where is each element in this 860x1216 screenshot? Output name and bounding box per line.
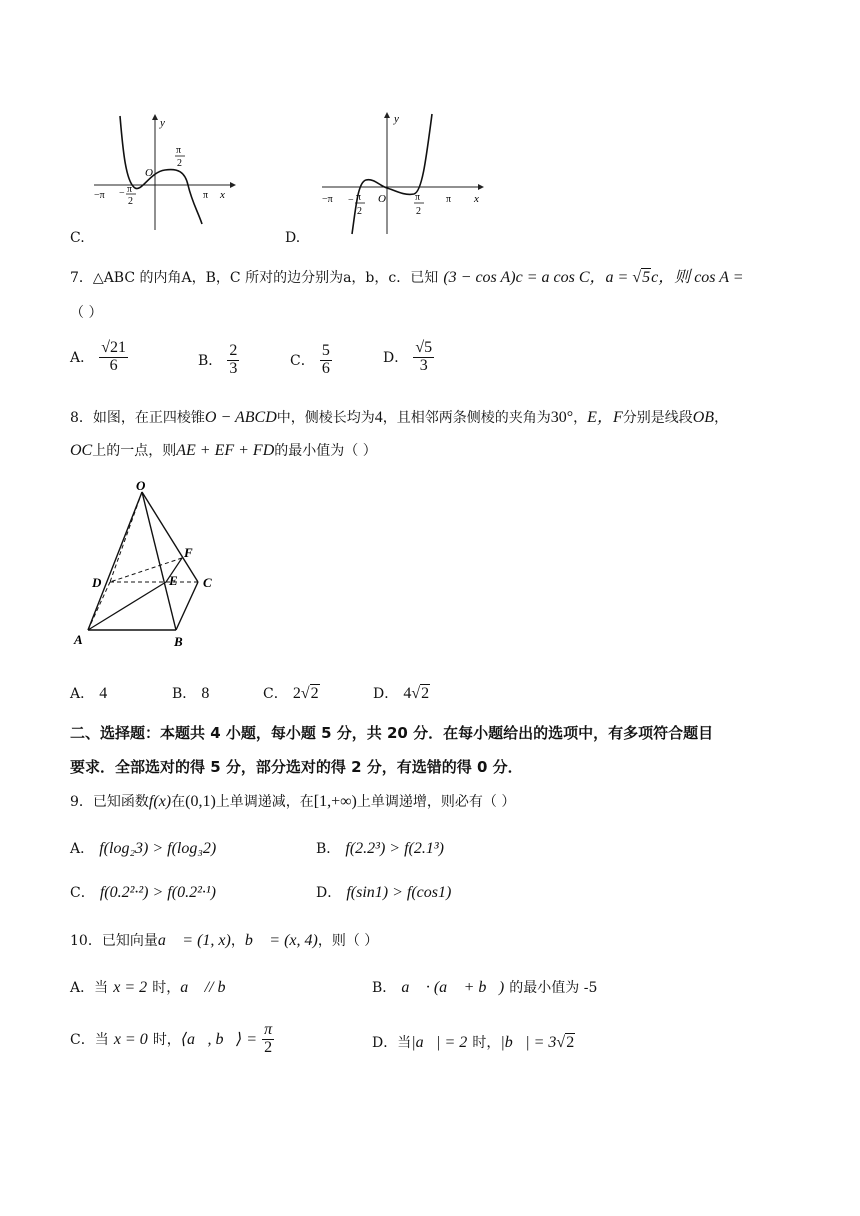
q7-option-b	[198, 343, 239, 378]
q9-stem	[70, 791, 515, 811]
vertex-a-label: A	[74, 632, 83, 647]
q10-option-a-expr: a⃗ // b⃗	[180, 979, 238, 996]
q8-line1-g: ，	[573, 410, 588, 426]
q9-stem-d: 上单调递增，则必有（ ）	[356, 794, 516, 810]
tick-half-pi-num: π	[176, 145, 182, 156]
q9-option-d	[316, 882, 451, 902]
q10-option-d-cond: |a⃗| = 2	[411, 1034, 468, 1051]
q8-option-c-radicand: 2	[310, 685, 319, 702]
tick-pi: π	[203, 190, 209, 201]
q10-stem-b: ，	[230, 933, 245, 949]
tick-pi: π	[446, 194, 452, 205]
q9-interval-1: (0,1)	[185, 793, 216, 810]
section2-heading-line2: 要求．全部选对的得 5 分，部分选对的得 2 分，有选错的得 0 分．	[70, 758, 523, 776]
q7-condition-1: (3 − cos A)c = a cos C	[443, 269, 590, 286]
q10-stem	[70, 930, 378, 950]
vertex-c-label: C	[203, 575, 212, 590]
q9-option-d-expr: f(sin1) > f(cos1)	[346, 884, 452, 901]
q8-line1-a: 如图，在正四棱锥	[92, 410, 205, 426]
q7-option-c-den: 6	[321, 359, 330, 377]
q10-option-c	[70, 1022, 274, 1057]
q8-option-a-label: A．	[70, 686, 95, 702]
vertex-b-label: B	[174, 634, 183, 648]
q7-option-a-den: 6	[109, 356, 118, 374]
q7-condition-2a: ，a =	[589, 269, 633, 286]
q6-graph-d	[318, 110, 488, 236]
q8-stem-line2	[70, 440, 377, 460]
q8-sum-expression: AE + EF + FD	[176, 442, 275, 459]
q7-option-c	[290, 343, 332, 378]
q10-option-a-text2: 时，	[152, 980, 181, 996]
q10-vector-a: a⃗ = (1, x)	[157, 932, 231, 949]
q7-option-d	[383, 340, 434, 375]
q9-option-c	[70, 882, 216, 902]
q9-option-b-label: B．	[316, 841, 341, 857]
q7-option-a-num: √21	[101, 339, 126, 356]
q6-graph-c	[90, 112, 240, 232]
q8-pyramid-name: O − ABCD	[204, 409, 277, 426]
q7-condition-2-radicand: 5	[642, 269, 651, 286]
q8-segment-oc: OC	[70, 442, 93, 459]
q10-option-d-radicand: 2	[566, 1034, 575, 1051]
tick-half-pi-den: 2	[177, 158, 182, 169]
axis-y-label: y	[160, 117, 165, 129]
q7-option-b-label: B．	[198, 352, 223, 369]
q8-points-ef: E，F	[587, 409, 623, 426]
q8-line1-e: ，且相邻两条侧棱的夹角为	[382, 410, 551, 426]
tick-neg-sign: −	[119, 188, 125, 199]
q7-option-d-num: √5	[415, 339, 433, 356]
q8-option-b	[172, 683, 209, 703]
q10-option-c-expr: ⟨a⃗, b⃗⟩ =	[180, 1030, 257, 1048]
q9-option-a	[70, 838, 216, 858]
q9-option-a-label: A．	[70, 841, 95, 857]
section2-heading-line1: 二、选择题：本题共 4 小题，每小题 5 分，共 20 分．在每小题给出的选项中，有多项符合题目	[70, 724, 714, 742]
q8-option-d-label: D．	[373, 686, 399, 702]
q9-interval-2: [1,+∞)	[313, 793, 357, 810]
tick-neg-half-pi-den: 2	[128, 196, 133, 207]
origin-label: O	[145, 167, 153, 179]
q8-option-b-label: B．	[172, 686, 197, 702]
q7-stem: 7．△ABC 的内角A，B，C 所对的边分别为a，b，c．已知 (3 − cos A)c = a cos C，a = √5c，则 cos A =	[70, 269, 744, 286]
q9-option-d-label: D．	[316, 885, 342, 901]
q8-angle: 30°	[550, 409, 574, 426]
q8-option-d-radicand: 2	[421, 685, 430, 702]
origin-label: O	[378, 193, 386, 205]
q10-option-d: D．当|a⃗| = 2 时，|b⃗| = 3√2	[372, 1034, 575, 1051]
q8-line2-b: 上的一点，则	[92, 443, 177, 459]
q9-option-a-expr: f(log₂3) > f(log₃2)	[99, 840, 217, 857]
q8-option-a-value: 4	[99, 685, 108, 702]
q8-line1-k: ，	[714, 410, 729, 426]
q10-stem-c: ，则（ ）	[317, 933, 379, 949]
q7-option-c-label: C．	[290, 352, 315, 369]
q10-option-c-num: π	[264, 1021, 273, 1038]
q10-option-a-label: A．	[70, 980, 95, 996]
q10-option-c-text: 当	[94, 1031, 109, 1048]
point-f-label: F	[184, 545, 193, 560]
q10-option-c-text2: 时，	[152, 1031, 181, 1048]
vertex-o-label: O	[136, 478, 146, 493]
q10-option-a	[70, 977, 238, 997]
q7-stem-a: △ABC 的内角	[92, 270, 182, 286]
q10-vector-b: b⃗ = (x, 4)	[244, 932, 318, 949]
q8-line2-d: 的最小值为（ ）	[274, 443, 377, 459]
q10-number: 10．	[70, 933, 102, 949]
q10-option-a-text: 当	[94, 980, 109, 996]
q10-option-c-cond: x = 0	[113, 1030, 148, 1048]
tick-neg-half-pi-num: π	[356, 192, 362, 203]
q10-option-d-text2: 时，	[472, 1035, 501, 1051]
q9-function: f(x)	[148, 793, 172, 810]
q10-option-d-expr: |b⃗| = 3	[500, 1034, 557, 1051]
q10-option-a-cond: x = 2	[113, 979, 148, 996]
q9-number: 9．	[70, 794, 93, 810]
axis-x-label: x	[474, 193, 479, 205]
q8-option-c-coef: 2	[292, 685, 301, 702]
q10-option-c-den: 2	[264, 1038, 273, 1056]
q8-option-d-coef: 4	[403, 685, 412, 702]
q8-number: 8．	[70, 410, 93, 426]
q8-line1-c: 中，侧棱长均为	[276, 410, 375, 426]
q10-option-b-label: B．	[372, 980, 397, 996]
q9-stem-b: 在	[171, 794, 186, 810]
q7-stem-c: a，b，c．已知	[343, 270, 439, 286]
q8-line1-i: 分别是线段	[622, 410, 693, 426]
axis-x-label: x	[220, 189, 225, 201]
q9-stem-c: 上单调递减，在	[215, 794, 314, 810]
q7-option-b-den: 3	[229, 359, 238, 377]
q7-option-a	[70, 340, 128, 375]
q8-pyramid-figure	[70, 478, 230, 648]
q10-option-b-text: 的最小值为 -5	[509, 980, 598, 996]
q9-option-b	[316, 838, 444, 858]
q8-stem-line1	[70, 404, 728, 427]
tick-neg-pi: −π	[322, 194, 333, 205]
q7-option-b-num: 2	[229, 342, 238, 359]
q8-option-d: D． 4√2	[373, 685, 430, 702]
point-e-label: E	[169, 573, 178, 588]
q7-option-a-label: A．	[70, 349, 95, 366]
q9-option-b-expr: f(2.2³) > f(2.1³)	[345, 840, 444, 857]
vertex-d-label: D	[92, 575, 102, 590]
q7-number: 7．	[70, 270, 93, 286]
q10-option-d-label: D．	[372, 1035, 398, 1051]
q8-option-c-label: C．	[263, 686, 288, 702]
q7-option-d-den: 3	[419, 356, 428, 374]
q7-option-d-label: D．	[383, 349, 409, 366]
q9-stem-a: 已知函数	[92, 794, 149, 810]
q7-option-c-num: 5	[321, 342, 330, 359]
q6-option-d: D.	[285, 230, 301, 246]
tick-neg-pi: −π	[94, 190, 105, 201]
q7-stem-b: A，B，C 所对的边分别为	[181, 270, 344, 286]
q7-condition-2c: c，则 cos A =	[651, 269, 744, 286]
tick-neg-half-pi-num: π	[127, 184, 133, 195]
q9-option-c-expr: f(0.2²·²) > f(0.2²·¹)	[99, 884, 216, 901]
q9-option-c-label: C．	[70, 885, 95, 901]
q10-option-d-text: 当	[397, 1035, 412, 1051]
tick-half-pi-num: π	[415, 192, 421, 203]
tick-neg-sign: −	[348, 195, 354, 206]
tick-half-pi-den: 2	[416, 206, 421, 217]
q10-stem-a: 已知向量	[101, 933, 158, 949]
tick-neg-half-pi-den: 2	[357, 206, 362, 217]
q8-edge-length: 4	[374, 409, 383, 426]
q10-option-c-label: C．	[70, 1031, 95, 1048]
q7-paren: （ ）	[70, 305, 103, 321]
q8-option-a	[70, 683, 107, 703]
q10-option-b-expr: a⃗ · (a⃗ + b⃗)	[401, 979, 505, 996]
q6-option-c: C.	[70, 230, 85, 246]
q10-option-b	[372, 977, 597, 997]
q8-segment-ob: OB	[692, 409, 715, 426]
axis-y-label: y	[394, 113, 399, 125]
q8-option-b-value: 8	[201, 685, 210, 702]
q8-option-c: C． 2√2	[263, 685, 319, 702]
